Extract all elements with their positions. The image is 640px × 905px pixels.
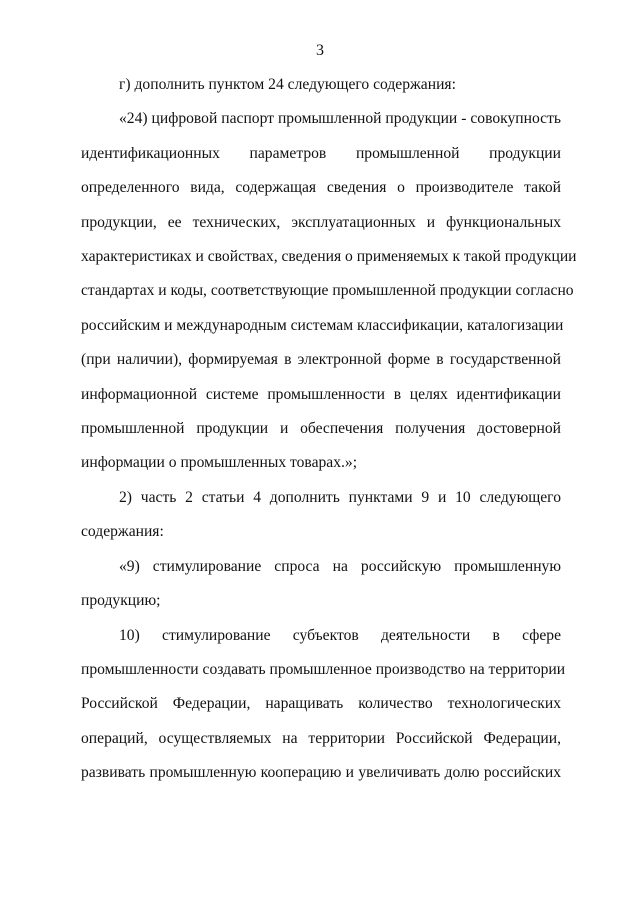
paragraph-item-10	[81, 619, 566, 791]
paragraph-2-amendment	[81, 481, 561, 550]
text-line: 2) часть 2 статьи 4 дополнить пунктами 9 и 10 следующего	[119, 488, 561, 506]
text-line: промышленной продукции и обеспечения получения достоверной	[81, 420, 561, 438]
text-line: «24) цифровой паспорт промышленной продукции - совокупность	[119, 110, 561, 128]
text-line: информации о промышленных товарах.»;	[81, 454, 358, 472]
text-line: промышленности создавать промышленное производство на территории	[81, 660, 566, 678]
text-line: информационной системе промышленности в целях идентификации	[81, 385, 561, 403]
page-number: 3	[316, 42, 324, 59]
text-line: российским и международным системам классификации, каталогизации	[81, 316, 564, 334]
document-body	[81, 68, 577, 791]
paragraph-24-definition	[81, 102, 577, 480]
paragraph-g	[81, 68, 561, 102]
text-line: стандартах и коды, соответствующие промышленной продукции согласно	[81, 282, 574, 300]
text-line: развивать промышленную кооперацию и увеличивать долю российских	[81, 764, 561, 782]
text-line: (при наличии), формируемая в электронной форме в государственной	[81, 351, 561, 369]
paragraph-item-9	[81, 550, 561, 619]
text-line: операций, осуществляемых на территории Российской Федерации,	[81, 729, 561, 747]
text-line: г) дополнить пунктом 24 следующего содержания:	[119, 76, 456, 93]
text-line: продукцию;	[81, 592, 161, 610]
text-line: «9) стимулирование спроса на российскую промышленную	[119, 557, 561, 575]
text-line: характеристиках и свойствах, сведения о применяемых к такой продукции	[81, 248, 577, 266]
text-line: определенного вида, содержащая сведения о производителе такой	[81, 179, 561, 197]
text-line: Российской Федерации, наращивать количество технологических	[81, 695, 561, 713]
text-line: 10) стимулирование субъектов деятельности в сфере	[119, 626, 561, 644]
text-line: продукции, ее технических, эксплуатационных и функциональных	[81, 213, 561, 231]
text-line: содержания:	[81, 523, 164, 541]
text-line: идентификационных параметров промышленной продукции	[81, 144, 561, 162]
